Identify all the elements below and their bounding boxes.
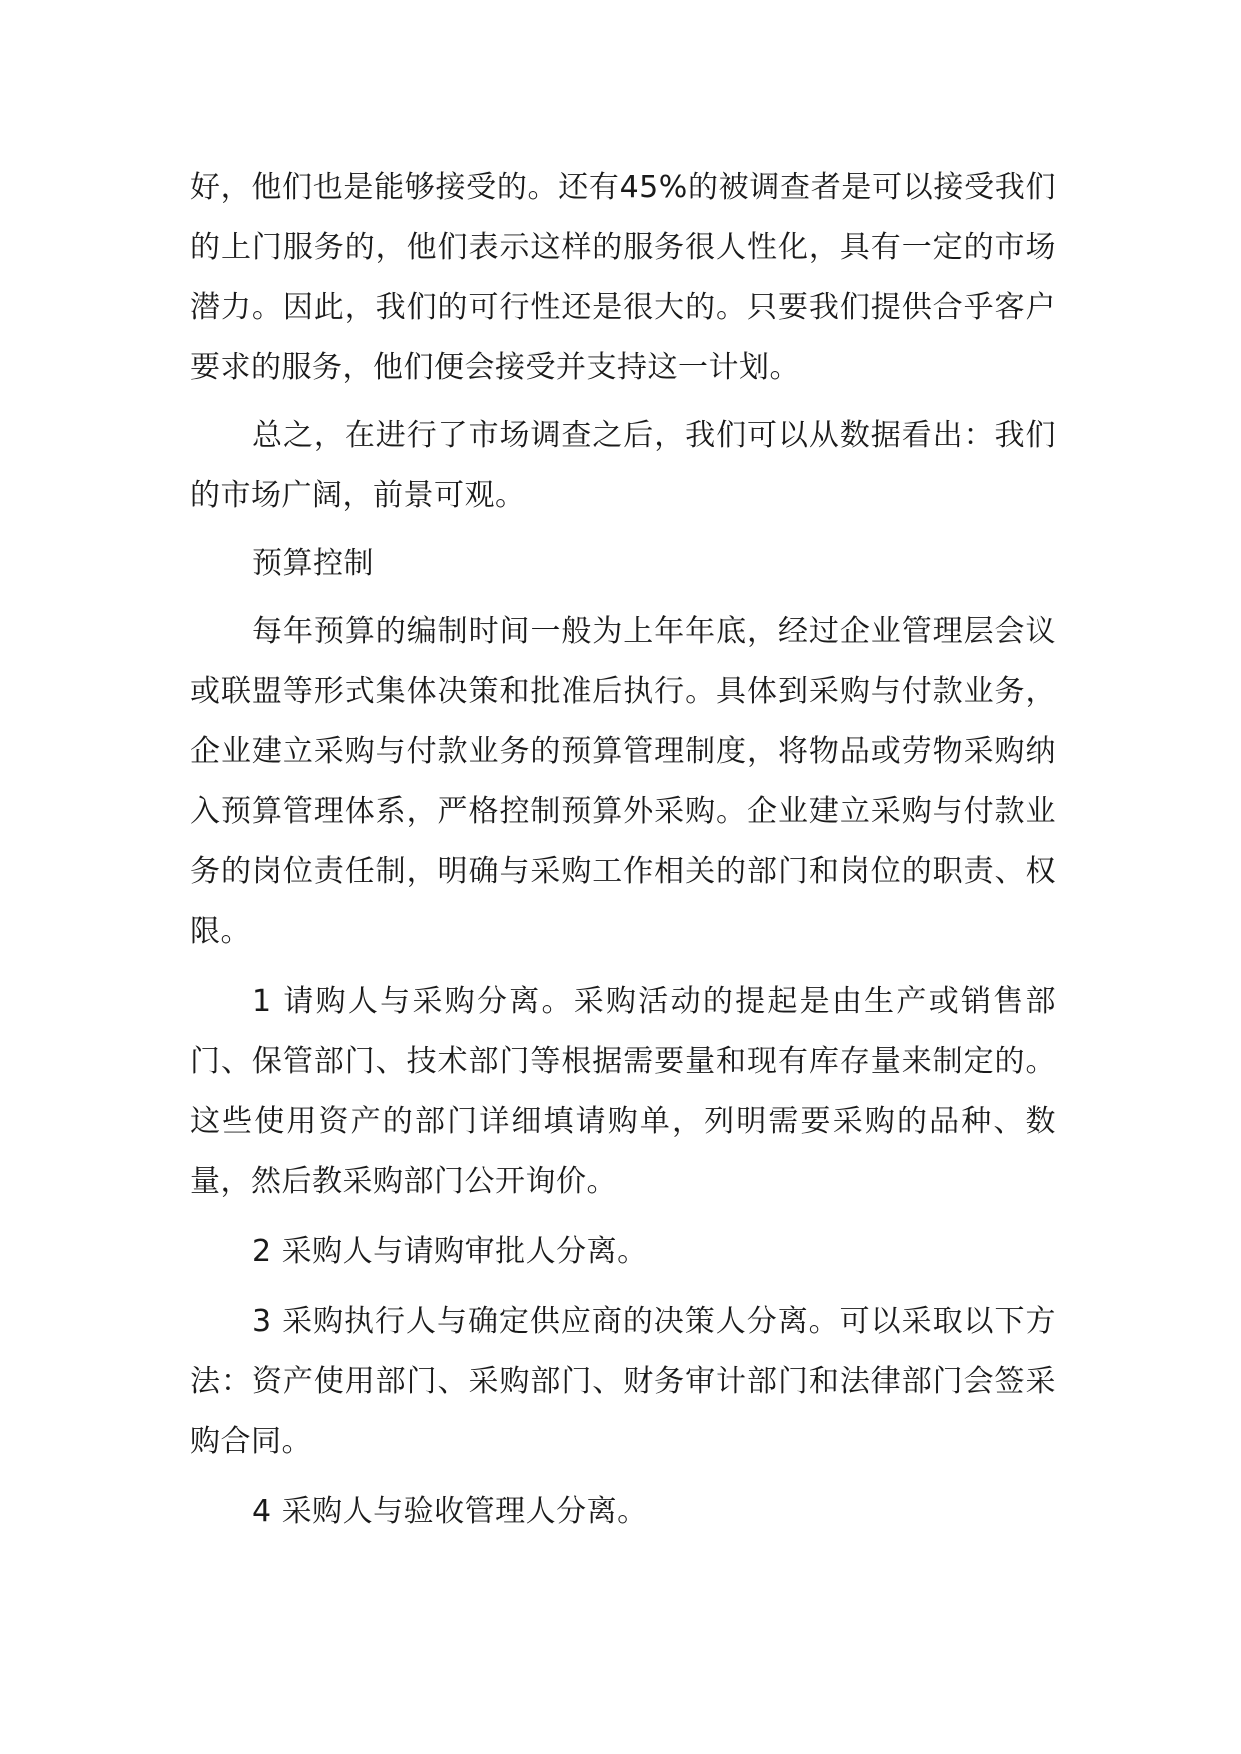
section-heading-budget-control: 预算控制 [252, 546, 374, 581]
paragraph-summary: 总之，在进行了市场调查之后，我们可以从数据看出：我们的市场广阔，前景可观。 [190, 418, 1056, 513]
list-item-2: 2 采购人与请购审批人分离。 [252, 1234, 648, 1269]
list-item-1: 1 请购人与采购分离。采购活动的提起是由生产或销售部门、保管部门、技术部门等根据需要量和现有库存量来制定的。这些使用资产的部门详细填请购单，列明需要采购的品种、数量，然后教采购部门公开询价。 [190, 984, 1056, 1199]
list-item-4: 4 采购人与验收管理人分离。 [252, 1494, 648, 1529]
document-body [190, 158, 1056, 1542]
list-item-3: 3 采购执行人与确定供应商的决策人分离。可以采取以下方法：资产使用部门、采购部门、财务审计部门和法律部门会签采购合同。 [190, 1304, 1056, 1459]
paragraph-market-acceptance: 好，他们也是能够接受的。还有45%的被调查者是可以接受我们的上门服务的，他们表示这样的服务很人性化，具有一定的市场潜力。因此，我们的可行性还是很大的。只要我们提供合乎客户要求的服务，他们便会接受并支持这一计划。 [190, 170, 1056, 385]
paragraph-budget-process: 每年预算的编制时间一般为上年年底，经过企业管理层会议或联盟等形式集体决策和批准后执行。具体到采购与付款业务，企业建立采购与付款业务的预算管理制度，将物品或劳物采购纳入预算管理体系，严格控制预算外采购。企业建立采购与付款业务的岗位责任制，明确与采购工作相关的部门和岗位的职责、权限。 [190, 614, 1056, 949]
